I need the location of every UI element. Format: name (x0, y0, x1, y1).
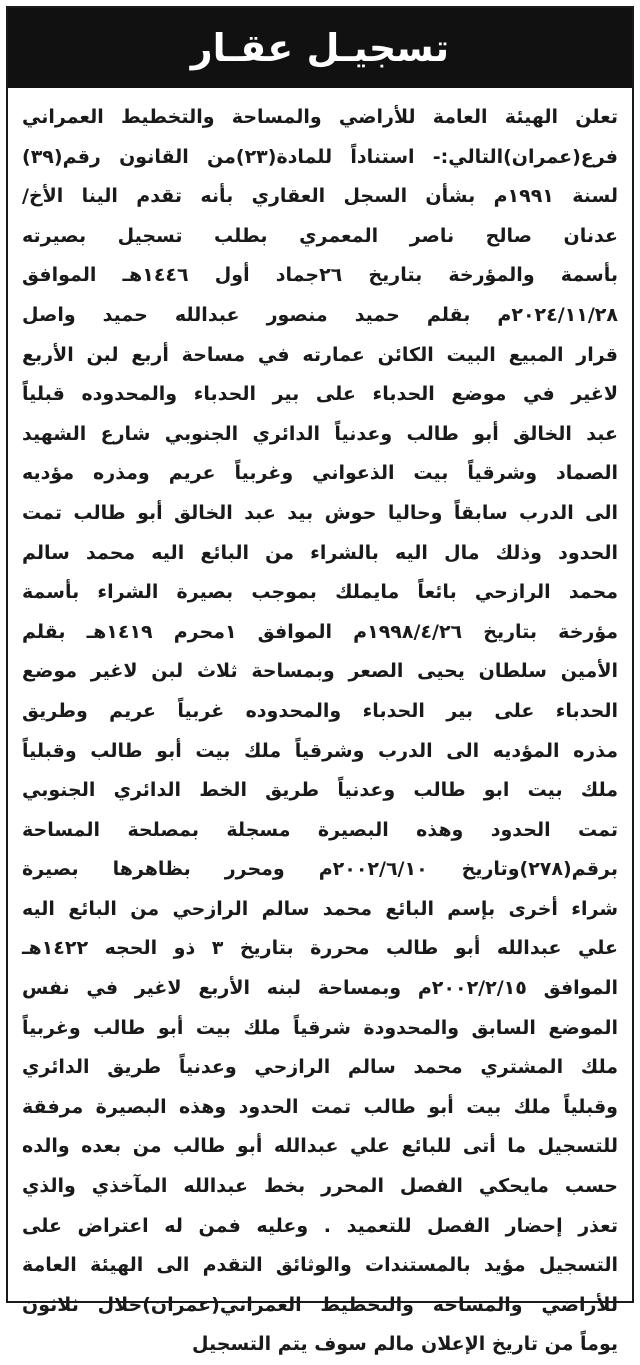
notice-body-line: علي عبدالله أبو طالب محررة بتاريخ ٣ ذو الحجه ١٤٢٢هـ (22, 937, 618, 960)
notice-header (8, 8, 632, 88)
notice-body-line: شراء أخرى بإسم البائع محمد سالم الرازحي من البائع اليه (22, 897, 618, 920)
notice-body-line: بأسمة والمؤرخة بتاريخ ٢٦جماد أول ١٤٤٦هـ الموافق (22, 264, 619, 287)
notice-body-line: وقبلياً ملك بيت أبو طالب تمت الحدود وهذه البصيرة مرفقة (22, 1095, 618, 1118)
notice-body-line: الموضع السابق والمحدودة شرقياً ملك بيت أبو طالب وغربياً (22, 1016, 618, 1039)
notice-body-line: تمت الحدود وهذه البصيرة مسجلة بمصلحة المساحة (22, 818, 618, 841)
notice-body-line: عبد الخالق أبو طالب وعدنياً الدائري الجنوبي شارع الشهيد (22, 422, 618, 445)
notice-body-line: تعذر إحضار الفصل للتعميد . وعليه فمن له اعتراض على (22, 1214, 618, 1237)
notice-body-line: الى الدرب سابقاً وحاليا حوش بيد عبد الخالق أبو طالب تمت (22, 501, 618, 524)
notice-body-line: قرار المبيع البيت الكائن عمارته في مساحة أربع لبن الأربع (22, 343, 618, 366)
notice-body-line: مذره المؤديه الى الدرب وشرقياً ملك بيت أبو طالب وقبلياً (22, 739, 618, 762)
notice-body-line: الحدباء على بير الحدباء والمحدوده غربياً عريم وطريق (22, 699, 618, 722)
notice-body-line: الصماد وشرقياً بيت الذعواني وغربياً عريم ومذره مؤديه (22, 462, 618, 485)
notice-body-line: ٢٠٢٤/١١/٢٨م بقلم حميد منصور عبدالله حميد واصل (22, 303, 618, 326)
notice-title: تسجيـل عقـار (190, 26, 450, 70)
notice-body-line: فرع(عمران)التالي:- استناداً للمادة(٢٣)من القانون رقم(٣٩) (22, 145, 618, 168)
notice-body-line: عدنان صالح ناصر المعمري بطلب تسجيل بصيرته (22, 224, 618, 247)
notice-body-line: الحدود وذلك مال اليه بالشراء من البائع اليه محمد سالم (22, 541, 618, 564)
notice-body-line: برقم(٢٧٨)وتاريخ ٢٠٠٢/٦/١٠م ومحرر بظاهرها بصيرة (22, 858, 618, 881)
notice-body-line: لاغير في موضع الحدباء على بير الحدباء والمحدوده قبلياً (22, 383, 618, 406)
notice-body-line: الأمين سلطان يحيى الصعر وبمساحة ثلاث لبن لاغير موضع (22, 660, 618, 683)
notice-body-line: التسجيل مؤيد بالمستندات والوثائق التقدم الى الهيئة العامة (22, 1254, 618, 1277)
notice-body (22, 98, 618, 1365)
notice-body-line: محمد الرازحي بائعاً مايملك بموجب بصيرة الشراء بأسمة (22, 581, 618, 604)
notice-body-line: الموافق ٢٠٠٢/٢/١٥م وبمساحة لبنه الأربع لاغير في نفس (22, 977, 618, 1000)
property-registration-notice (6, 6, 634, 1356)
notice-body-line: ملك المشتري محمد سالم الرازحي وعدنياً طريق الدائري (22, 1056, 618, 1079)
notice-body-line: ملك بيت ابو طالب وعدنياً طريق الخط الدائري الجنوبي (22, 779, 618, 802)
notice-body-line: للتسجيل ما أتى للبائع علي عبدالله أبو طالب من بعده والده (22, 1135, 618, 1158)
notice-body-line: حسب مايحكي الفصل المحرر بخط عبدالله المآخذي والذي (22, 1175, 618, 1198)
notice-body-line: مؤرخة بتاريخ ١٩٩٨/٤/٢٦م الموافق ١محرم ١٤١٩هـ بقلم (22, 620, 618, 643)
notice-body-line: للأراضي والمساحة والتخطيط العمراني(عمران)خلال ثلاثون (22, 1293, 618, 1316)
notice-body-line: يوماً من تاريخ الإعلان مالم سوف يتم التسجيل (192, 1333, 618, 1356)
notice-body-line: تعلن الهيئة العامة للأراضي والمساحة والتخطيط العمراني (22, 106, 618, 128)
notice-body-line: لسنة ١٩٩١م بشأن السجل العقاري بأنه تقدم الينا الأخ/ (22, 185, 618, 208)
